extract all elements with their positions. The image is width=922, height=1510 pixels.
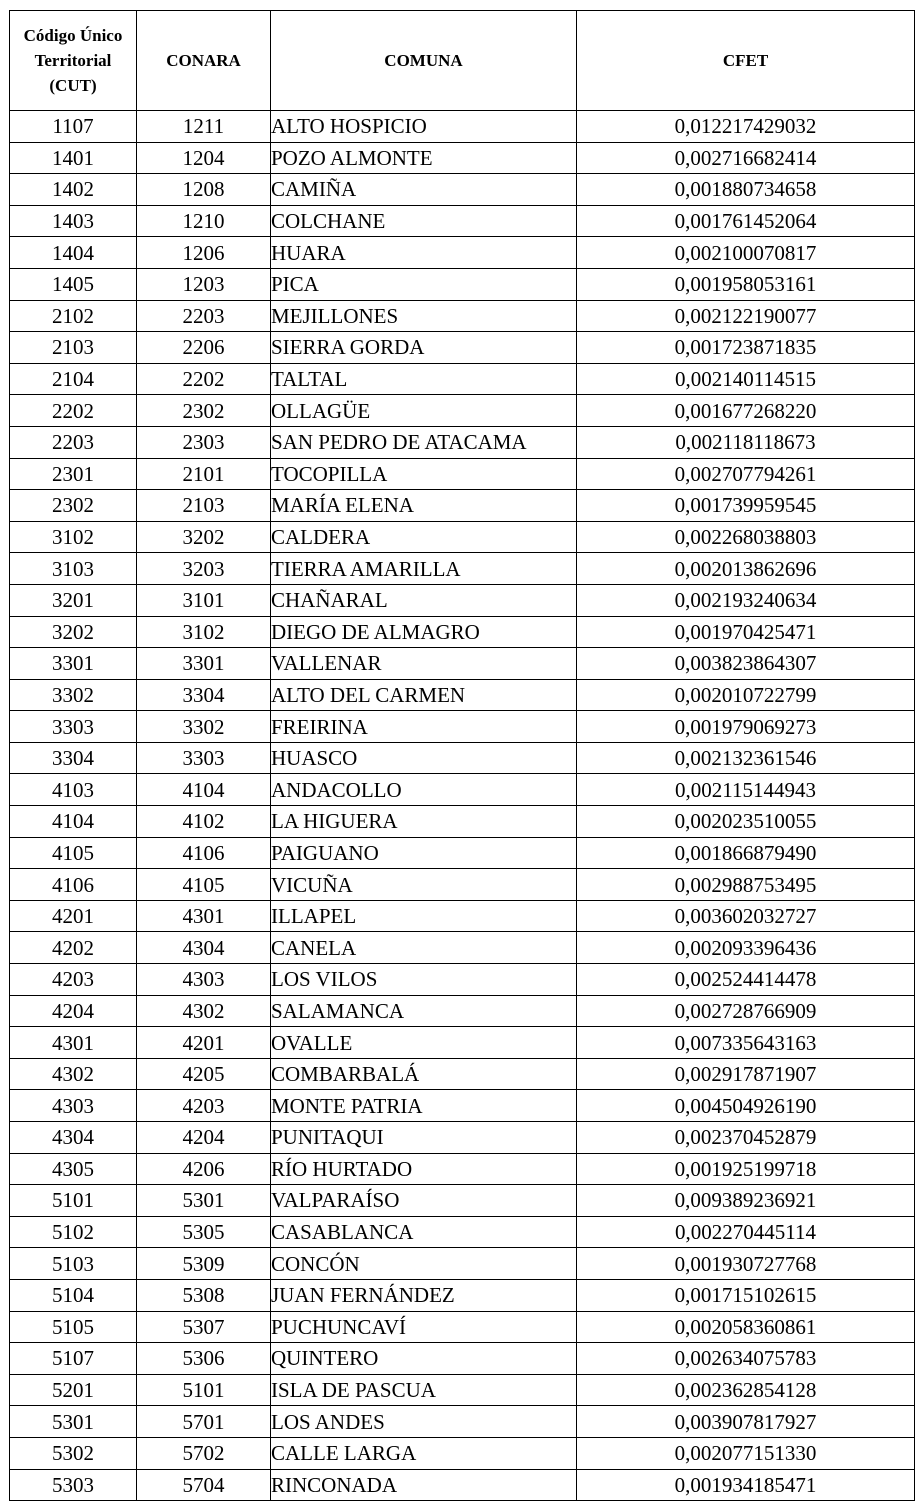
comuna-cell: ISLA DE PASCUA [271,1374,577,1406]
cut-cell: 2102 [10,300,137,332]
conara-cell: 5306 [137,1343,271,1375]
conara-cell: 4301 [137,900,271,932]
conara-cell: 1210 [137,205,271,237]
cut-cell: 3103 [10,553,137,585]
comuna-cell: VICUÑA [271,869,577,901]
comuna-cell: CHAÑARAL [271,584,577,616]
cut-cell: 5105 [10,1311,137,1343]
cfet-cell: 0,002193240634 [577,584,915,616]
comuna-cell: MONTE PATRIA [271,1090,577,1122]
cfet-cell: 0,002132361546 [577,742,915,774]
conara-cell: 2203 [137,300,271,332]
table-row [10,616,915,648]
conara-cell: 5305 [137,1216,271,1248]
conara-cell: 2101 [137,458,271,490]
cut-cell: 2202 [10,395,137,427]
cut-cell: 4106 [10,869,137,901]
cfet-cell: 0,001930727768 [577,1248,915,1280]
cut-cell: 5104 [10,1279,137,1311]
cut-cell: 2203 [10,426,137,458]
conara-cell: 5701 [137,1406,271,1438]
comuna-cell: TOCOPILLA [271,458,577,490]
comuna-cell: JUAN FERNÁNDEZ [271,1279,577,1311]
cfet-cell: 0,001979069273 [577,711,915,743]
table-row [10,521,915,553]
cfet-cell: 0,001958053161 [577,268,915,300]
cfet-cell: 0,002988753495 [577,869,915,901]
cfet-cell: 0,001723871835 [577,332,915,364]
cfet-cell: 0,001970425471 [577,616,915,648]
conara-cell: 2206 [137,332,271,364]
comuna-cell: LOS ANDES [271,1406,577,1438]
comuna-cell: TALTAL [271,363,577,395]
cut-cell: 1404 [10,237,137,269]
cut-cell: 4104 [10,806,137,838]
conara-cell: 3301 [137,648,271,680]
cut-cell: 4203 [10,964,137,996]
conara-cell: 5101 [137,1374,271,1406]
conara-cell: 5309 [137,1248,271,1280]
table-row [10,679,915,711]
cut-cell: 3303 [10,711,137,743]
cfet-cell: 0,001866879490 [577,837,915,869]
table-row [10,1374,915,1406]
comuna-cell: LOS VILOS [271,964,577,996]
table-row [10,1248,915,1280]
comuna-cell: COMBARBALÁ [271,1058,577,1090]
table-row [10,900,915,932]
cfet-cell: 0,002362854128 [577,1374,915,1406]
conara-cell: 3101 [137,584,271,616]
cut-cell: 5102 [10,1216,137,1248]
comuna-cell: TIERRA AMARILLA [271,553,577,585]
comuna-cell: HUARA [271,237,577,269]
conara-cell: 2202 [137,363,271,395]
conara-cell: 5704 [137,1469,271,1501]
comuna-cell: SAN PEDRO DE ATACAMA [271,426,577,458]
conara-cell: 1211 [137,111,271,143]
cfet-cell: 0,002270445114 [577,1216,915,1248]
table-row [10,711,915,743]
table-row [10,1027,915,1059]
comuna-cell: HUASCO [271,742,577,774]
table-row [10,395,915,427]
conara-cell: 4206 [137,1153,271,1185]
cfet-cell: 0,003907817927 [577,1406,915,1438]
comuna-cell: COLCHANE [271,205,577,237]
cfet-cell: 0,002013862696 [577,553,915,585]
cut-cell: 5107 [10,1343,137,1375]
comuna-cell: PUCHUNCAVÍ [271,1311,577,1343]
conara-cell: 5308 [137,1279,271,1311]
conara-cell: 4304 [137,932,271,964]
comuna-cell: CAMIÑA [271,174,577,206]
cfet-cell: 0,002707794261 [577,458,915,490]
table-row [10,174,915,206]
conara-cell: 4303 [137,964,271,996]
cfet-cell: 0,004504926190 [577,1090,915,1122]
header-cfet: CFET [577,11,915,111]
comuna-cell: CONCÓN [271,1248,577,1280]
table-row [10,268,915,300]
table-row [10,332,915,364]
header-comuna: COMUNA [271,11,577,111]
table-body [10,111,915,1501]
table-row [10,490,915,522]
cfet-cell: 0,002118118673 [577,426,915,458]
table-row [10,1279,915,1311]
table-row [10,1343,915,1375]
conara-cell: 2103 [137,490,271,522]
header-conara: CONARA [137,11,271,111]
conara-cell: 3203 [137,553,271,585]
table-row [10,742,915,774]
conara-cell: 1203 [137,268,271,300]
cfet-cell: 0,002370452879 [577,1122,915,1154]
conara-cell: 4104 [137,774,271,806]
cut-cell: 4201 [10,900,137,932]
cut-cell: 4304 [10,1122,137,1154]
cfet-cell: 0,002122190077 [577,300,915,332]
cfet-cell: 0,002728766909 [577,995,915,1027]
comuna-cell: ALTO HOSPICIO [271,111,577,143]
cut-cell: 5302 [10,1437,137,1469]
cut-cell: 4202 [10,932,137,964]
table-row [10,1469,915,1501]
comuna-cell: LA HIGUERA [271,806,577,838]
cfet-cell: 0,002023510055 [577,806,915,838]
cfet-cell: 0,002268038803 [577,521,915,553]
conara-cell: 4302 [137,995,271,1027]
cfet-cell: 0,003823864307 [577,648,915,680]
cfet-cell: 0,012217429032 [577,111,915,143]
cfet-cell: 0,002010722799 [577,679,915,711]
conara-cell: 4105 [137,869,271,901]
table-row [10,553,915,585]
table-row [10,111,915,143]
conara-cell: 1208 [137,174,271,206]
cut-cell: 4105 [10,837,137,869]
conara-cell: 1206 [137,237,271,269]
comuna-cell: ANDACOLLO [271,774,577,806]
table-row [10,584,915,616]
comuna-cell: SIERRA GORDA [271,332,577,364]
table-row [10,426,915,458]
table-row [10,774,915,806]
cut-cell: 2103 [10,332,137,364]
cfet-cell: 0,002100070817 [577,237,915,269]
table-row [10,995,915,1027]
cut-cell: 5201 [10,1374,137,1406]
comuna-cell: VALLENAR [271,648,577,680]
cut-cell: 4302 [10,1058,137,1090]
cut-cell: 3201 [10,584,137,616]
table-row [10,837,915,869]
table-row [10,363,915,395]
table-row [10,1122,915,1154]
header-cut: Código Único Territorial (CUT) [10,11,137,111]
conara-cell: 3302 [137,711,271,743]
comuna-cell: OLLAGÜE [271,395,577,427]
cut-cell: 4303 [10,1090,137,1122]
conara-cell: 5702 [137,1437,271,1469]
cut-cell: 1405 [10,268,137,300]
table-header [10,11,915,111]
table-row [10,648,915,680]
cut-cell: 4204 [10,995,137,1027]
cfet-cell: 0,002077151330 [577,1437,915,1469]
cut-cell: 2301 [10,458,137,490]
table-row [10,1058,915,1090]
cfet-cell: 0,001925199718 [577,1153,915,1185]
cut-cell: 4301 [10,1027,137,1059]
table-row [10,1311,915,1343]
comuna-cell: CALDERA [271,521,577,553]
table-row [10,1406,915,1438]
cut-cell: 5103 [10,1248,137,1280]
table-row [10,1185,915,1217]
cut-cell: 1403 [10,205,137,237]
cfet-cell: 0,001715102615 [577,1279,915,1311]
cut-cell: 1107 [10,111,137,143]
comuna-cell: VALPARAÍSO [271,1185,577,1217]
cut-cell: 1402 [10,174,137,206]
conara-cell: 4204 [137,1122,271,1154]
conara-cell: 5301 [137,1185,271,1217]
cfet-cell: 0,001880734658 [577,174,915,206]
comuna-cell: CALLE LARGA [271,1437,577,1469]
comuna-cell: PAIGUANO [271,837,577,869]
cfet-cell: 0,002524414478 [577,964,915,996]
cfet-cell: 0,002716682414 [577,142,915,174]
cut-cell: 5301 [10,1406,137,1438]
comuna-cell: DIEGO DE ALMAGRO [271,616,577,648]
table-row [10,932,915,964]
cfet-cell: 0,002093396436 [577,932,915,964]
cfet-cell: 0,001934185471 [577,1469,915,1501]
cut-cell: 2104 [10,363,137,395]
table-row [10,142,915,174]
table-row [10,300,915,332]
table-row [10,1090,915,1122]
comuna-cell: MEJILLONES [271,300,577,332]
comuna-cell: ALTO DEL CARMEN [271,679,577,711]
conara-cell: 4106 [137,837,271,869]
conara-cell: 4205 [137,1058,271,1090]
cut-cell: 3301 [10,648,137,680]
cut-cell: 1401 [10,142,137,174]
conara-cell: 4203 [137,1090,271,1122]
cfet-cell: 0,001739959545 [577,490,915,522]
table-row [10,237,915,269]
table-row [10,964,915,996]
conara-cell: 3202 [137,521,271,553]
cfet-cell: 0,002058360861 [577,1311,915,1343]
conara-cell: 3304 [137,679,271,711]
cfet-cell: 0,001677268220 [577,395,915,427]
conara-cell: 5307 [137,1311,271,1343]
comuna-cell: QUINTERO [271,1343,577,1375]
cut-cell: 2302 [10,490,137,522]
conara-cell: 4201 [137,1027,271,1059]
table-row [10,869,915,901]
conara-cell: 2302 [137,395,271,427]
comuna-cell: FREIRINA [271,711,577,743]
cut-cell: 3202 [10,616,137,648]
cfet-cell: 0,003602032727 [577,900,915,932]
table-row [10,1153,915,1185]
table-row [10,205,915,237]
cfet-cell: 0,002634075783 [577,1343,915,1375]
cut-cell: 3304 [10,742,137,774]
comuna-cell: RINCONADA [271,1469,577,1501]
cfet-cell: 0,002115144943 [577,774,915,806]
comuna-cell: PICA [271,268,577,300]
comuna-cell: ILLAPEL [271,900,577,932]
cfet-cell: 0,007335643163 [577,1027,915,1059]
conara-cell: 3303 [137,742,271,774]
table-row [10,1437,915,1469]
cfet-cell: 0,001761452064 [577,205,915,237]
comuna-cell: POZO ALMONTE [271,142,577,174]
conara-cell: 3102 [137,616,271,648]
cfet-table [9,10,915,1501]
comuna-cell: SALAMANCA [271,995,577,1027]
conara-cell: 1204 [137,142,271,174]
cut-cell: 3302 [10,679,137,711]
comuna-cell: RÍO HURTADO [271,1153,577,1185]
table-row [10,806,915,838]
cut-cell: 4305 [10,1153,137,1185]
cut-cell: 4103 [10,774,137,806]
table-row [10,1216,915,1248]
comuna-cell: CASABLANCA [271,1216,577,1248]
cfet-cell: 0,002140114515 [577,363,915,395]
conara-cell: 4102 [137,806,271,838]
cfet-cell: 0,009389236921 [577,1185,915,1217]
cut-cell: 3102 [10,521,137,553]
comuna-cell: MARÍA ELENA [271,490,577,522]
cut-cell: 5303 [10,1469,137,1501]
comuna-cell: PUNITAQUI [271,1122,577,1154]
conara-cell: 2303 [137,426,271,458]
cut-cell: 5101 [10,1185,137,1217]
cfet-cell: 0,002917871907 [577,1058,915,1090]
comuna-cell: CANELA [271,932,577,964]
table-row [10,458,915,490]
comuna-cell: OVALLE [271,1027,577,1059]
header-row [10,11,915,111]
